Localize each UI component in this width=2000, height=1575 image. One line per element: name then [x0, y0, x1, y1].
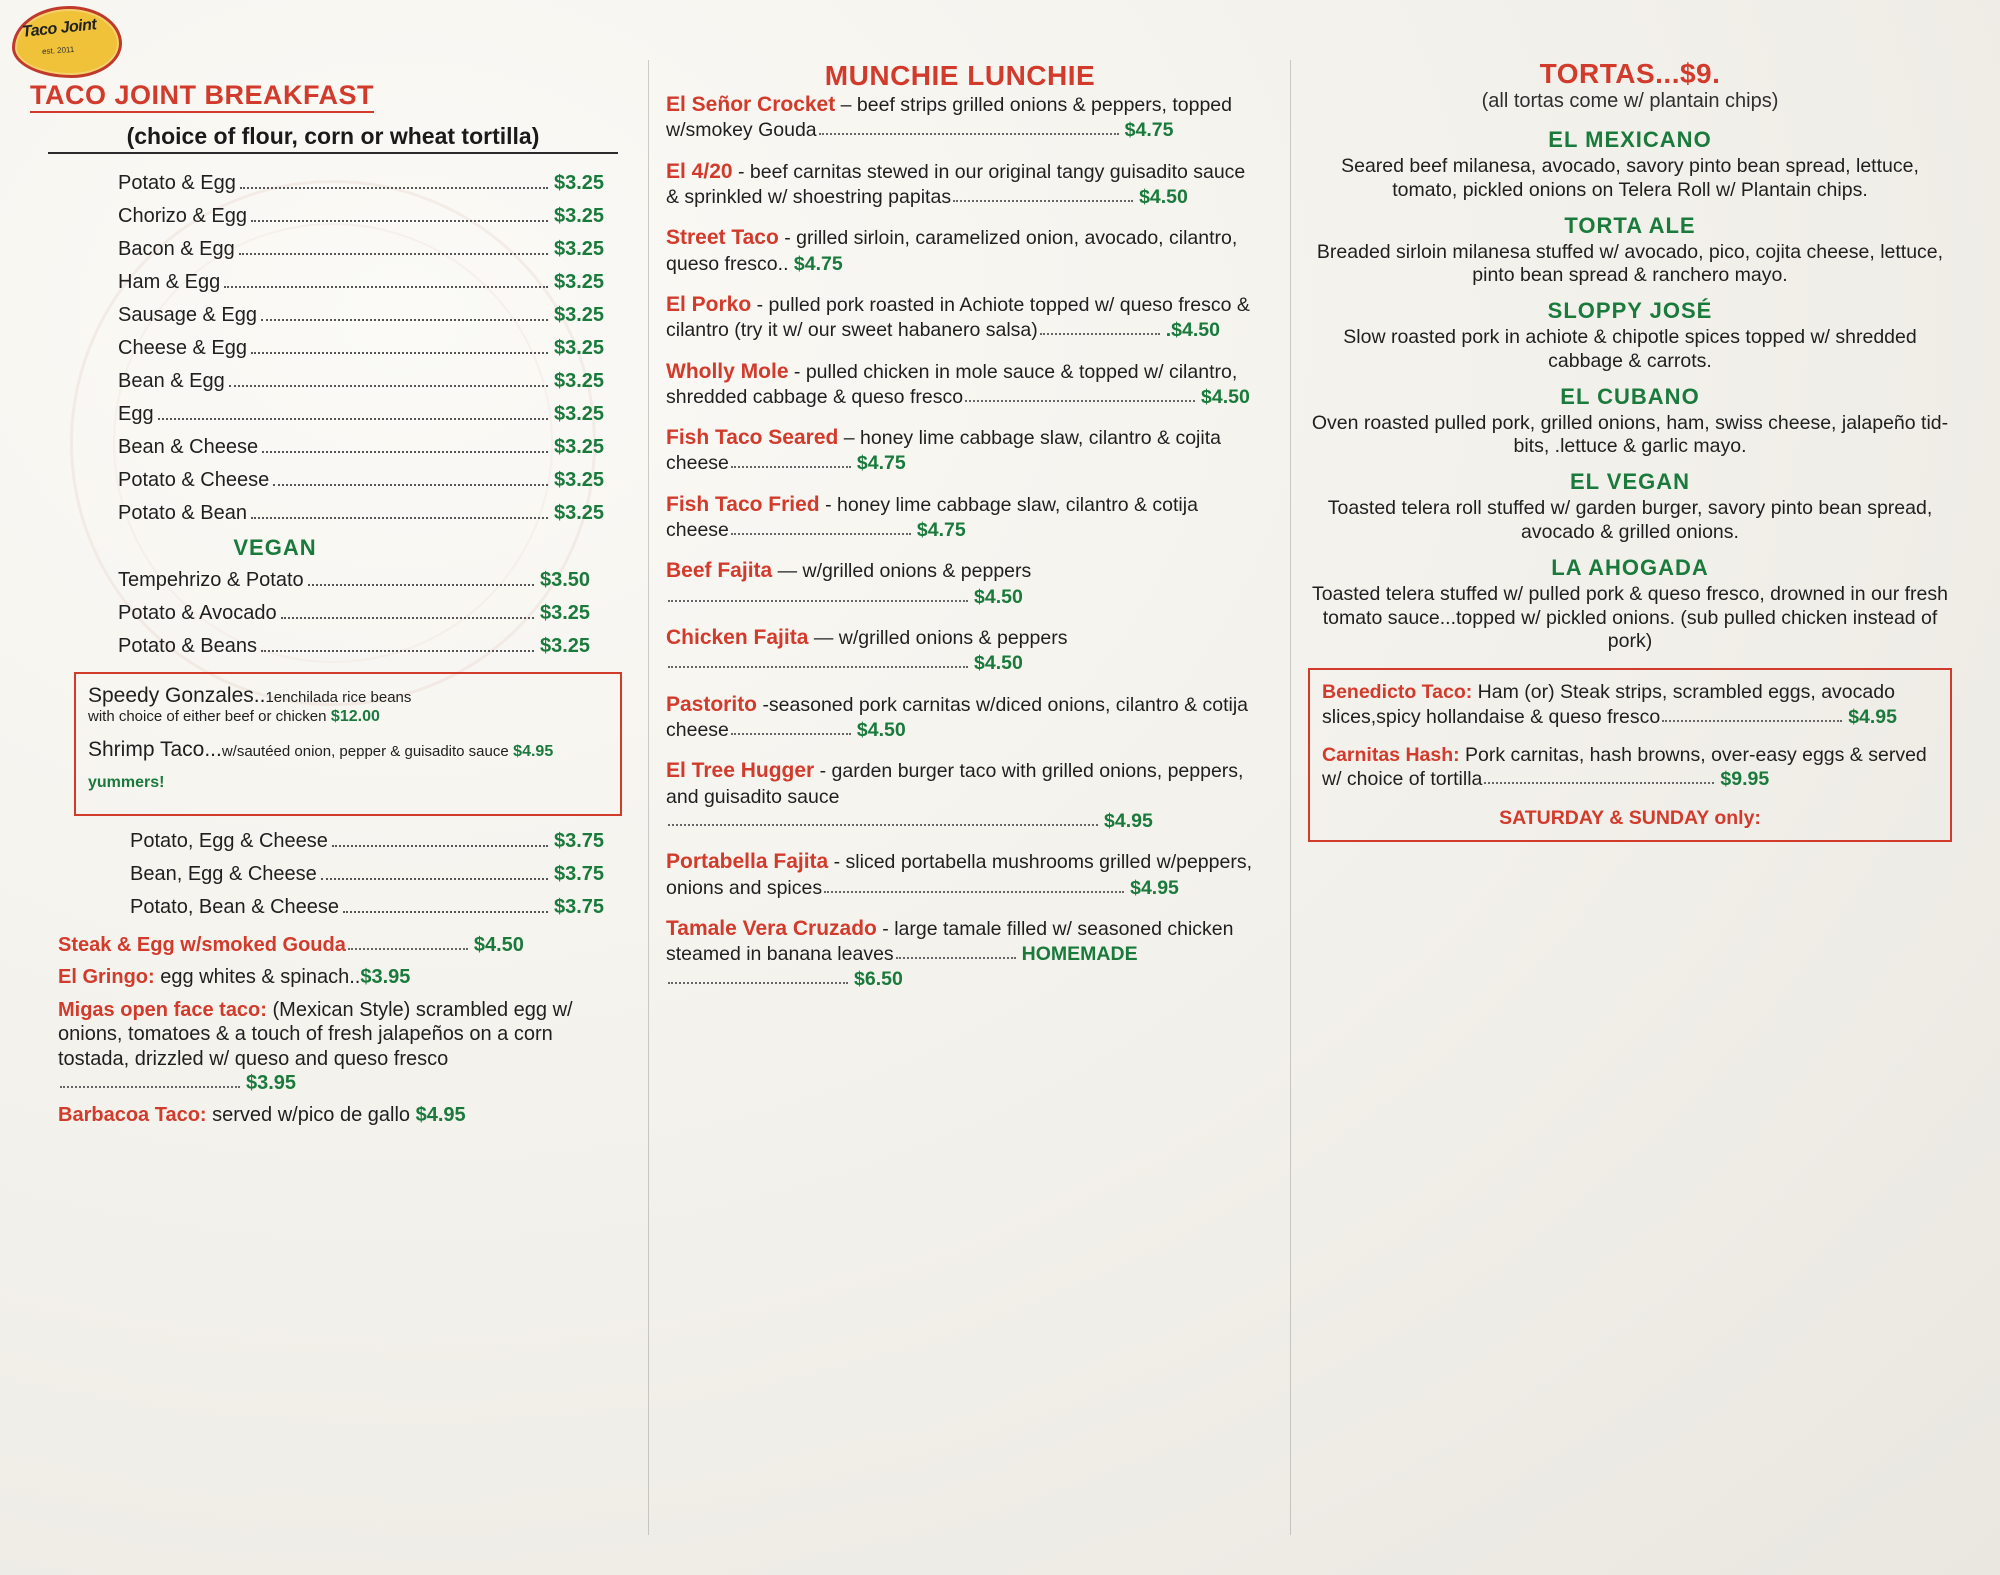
tortas-title: TORTAS...$9. [1539, 58, 1721, 89]
item-name: El Gringo: [58, 966, 155, 989]
dot-leader [1040, 321, 1160, 335]
torta-name: EL CUBANO [1560, 383, 1700, 409]
item-price: $4.50 [1139, 185, 1188, 208]
item-name: Wholly Mole [666, 359, 789, 383]
item-price: $6.50 [854, 967, 903, 990]
menu-item [660, 92, 1260, 143]
menu-item [660, 625, 1260, 676]
item-price: $3.25 [554, 436, 605, 458]
item-price: .$4.50 [1165, 319, 1220, 342]
item-price: $4.50 [473, 934, 524, 956]
item-name: Benedicto Taco: [1322, 681, 1473, 704]
dot-leader [261, 319, 548, 321]
torta-desc: Slow roasted pork in achiote & chipotle spices topped w/ shredded cabbage & carrots. [1343, 326, 1917, 372]
item-desc: egg whites & spinach.. [160, 966, 361, 989]
item-name: Ham & Egg [118, 271, 221, 293]
item-name: Sausage & Egg [118, 304, 257, 326]
item-name: Potato & Bean [118, 502, 247, 524]
item-price: $3.25 [554, 172, 605, 194]
lunch-item-list [660, 92, 1260, 991]
item-price: $3.75 [554, 863, 605, 885]
logo-brand-text: Taco Joint [21, 16, 98, 41]
menu-item [660, 159, 1260, 210]
logo-tagline: est. 2011 [41, 44, 75, 57]
dot-leader [668, 588, 968, 602]
item-name: Bean & Cheese [118, 436, 259, 458]
torta-name: LA AHOGADA [1551, 554, 1709, 580]
carnitas-hash-entry [1322, 743, 1938, 792]
item-name: Chicken Fajita [666, 626, 809, 649]
torta-desc: Oven roasted pulled pork, grilled onions, ham, swiss cheese, jalapeño tid-bits, .lettuce & garlic mayo. [1311, 411, 1949, 458]
speedy-gonzales-entry [88, 684, 608, 726]
item-name: Potato, Egg & Cheese [130, 830, 328, 852]
item-price: $4.75 [856, 452, 906, 475]
dot-leader [158, 418, 548, 420]
item-price: $3.50 [540, 569, 591, 591]
menu-item [660, 849, 1260, 900]
item-name: Cheese & Egg [118, 337, 247, 359]
item-name: Barbacoa Taco: [58, 1104, 207, 1127]
torta-desc: Breaded sirloin milanesa stuffed w/ avocado, pico, cojita cheese, lettuce, pinto bean spread & ranchero mayo. [1316, 240, 1944, 287]
item-name: Beef Fajita [666, 559, 773, 583]
menu-item [660, 692, 1260, 743]
tortas-column [1300, 0, 1960, 1575]
item-name: Bean, Egg & Cheese [130, 863, 317, 885]
torta-name: SLOPPY JOSÉ [1547, 298, 1713, 324]
lunch-column [660, 0, 1260, 1575]
dot-leader [261, 650, 534, 652]
item-price: $4.50 [1201, 385, 1250, 408]
item-price: $4.50 [974, 652, 1023, 675]
breakfast-item-list [30, 172, 640, 525]
torta-item [1300, 555, 1960, 654]
munchie-lunchie-title: MUNCHIE LUNCHIE [824, 60, 1096, 91]
item-desc: served w/pico de gallo [212, 1104, 411, 1127]
torta-desc: Toasted telera stuffed w/ pulled pork & queso fresco, drowned in our fresh tomato sauce...topped w/ pickled onions. (sub pulled chicken instead of pork) [1312, 582, 1948, 653]
menu-item [30, 863, 640, 886]
vegan-section-header: VEGAN [233, 535, 317, 560]
specials-box-left [74, 672, 622, 816]
column-divider-1 [648, 60, 649, 1535]
torta-name: EL VEGAN [1569, 469, 1691, 495]
dot-leader [273, 484, 548, 486]
special-item [58, 998, 622, 1096]
item-price: $4.50 [974, 585, 1023, 608]
menu-item [30, 403, 640, 426]
shrimp-desc: w/sautéed onion, pepper & guisadito sauce [221, 743, 509, 760]
item-name: Pastorito [666, 692, 758, 716]
breakfast-subtitle: (choice of flour, corn or wheat tortilla) [48, 123, 618, 154]
torta-item [1300, 298, 1960, 374]
speedy-price: $12.00 [330, 708, 380, 725]
dot-leader [224, 286, 548, 288]
dot-leader [953, 188, 1133, 202]
item-name: Tamale Vera Cruzado [666, 916, 877, 940]
menu-item [30, 602, 640, 625]
menu-item [660, 758, 1260, 833]
item-name: El Tree Hugger [666, 759, 815, 783]
breakfast-specials-list [30, 933, 640, 1128]
menu-item [30, 469, 640, 492]
torta-desc: Seared beef milanesa, avocado, savory pinto bean spread, lettuce, tomato, pickled onions on Telera Roll w/ Plantain chips. [1341, 155, 1919, 201]
item-name: Potato & Beans [118, 635, 257, 657]
dot-leader [239, 253, 548, 255]
item-price: $3.25 [554, 403, 605, 425]
menu-item [660, 916, 1260, 991]
item-desc: - large tamale filled w/ seasoned chicken steamed in banana leaves [666, 917, 1234, 966]
dot-leader [965, 388, 1195, 402]
special-item [58, 965, 622, 989]
dot-leader [60, 1074, 240, 1088]
item-price: $4.95 [1104, 809, 1153, 832]
menu-item [660, 225, 1260, 276]
menu-item [30, 337, 640, 360]
item-name: Potato & Cheese [118, 469, 270, 491]
item-name: Chorizo & Egg [118, 205, 247, 227]
column-divider-2 [1290, 60, 1291, 1535]
item-name: El Porko [666, 292, 752, 316]
torta-item [1300, 384, 1960, 460]
item-name: Potato & Egg [118, 172, 236, 194]
item-desc: – honey lime cabbage slaw, cilantro & cojita cheese [666, 427, 1221, 475]
item-price: $3.25 [554, 502, 605, 524]
item-price: $4.95 [415, 1104, 466, 1127]
dot-leader [731, 521, 911, 535]
menu-item [30, 896, 640, 919]
item-desc: - beef carnitas stewed in our original tangy guisadito sauce & sprinkled w/ shoestring papitas [666, 160, 1246, 208]
dot-leader [251, 220, 548, 222]
item-desc: - sliced portabella mushrooms grilled w/peppers, onions and spices [666, 851, 1252, 899]
weekend-specials-box [1308, 668, 1952, 842]
item-name: Bean & Egg [118, 370, 225, 392]
speedy-desc2: with choice of either beef or chicken [88, 708, 327, 725]
item-name: Potato & Avocado [118, 602, 277, 624]
menu-item [660, 492, 1260, 543]
breakfast-title: TACO JOINT BREAKFAST [30, 0, 374, 113]
menu-item [30, 370, 640, 393]
dot-leader [1484, 770, 1714, 784]
menu-item [660, 292, 1260, 343]
item-price: $3.25 [554, 337, 605, 359]
torta-item [1300, 469, 1960, 545]
dot-leader [819, 121, 1119, 135]
item-price: $3.25 [554, 370, 605, 392]
dot-leader [1662, 708, 1842, 722]
menu-item [30, 502, 640, 525]
dot-leader [824, 879, 1124, 893]
item-price: $3.25 [540, 602, 591, 624]
dot-leader [731, 454, 851, 468]
dot-leader [251, 517, 548, 519]
dot-leader [240, 187, 548, 189]
dot-leader [262, 451, 548, 453]
item-name: Bacon & Egg [118, 238, 235, 260]
dot-leader [668, 654, 968, 668]
item-badge: HOMEMADE [1021, 943, 1138, 966]
dot-leader [308, 584, 534, 586]
menu-item [660, 425, 1260, 476]
item-name: El 4/20 [666, 159, 733, 183]
combo-item-list [30, 830, 640, 919]
item-desc: - honey lime cabbage slaw, cilantro & cotija cheese [666, 493, 1198, 541]
item-desc: Ham (or) Steak strips, scrambled eggs, avocado slices,spicy hollandaise & queso fresco [1322, 681, 1895, 728]
shrimp-taco-entry [88, 738, 608, 762]
menu-item [30, 271, 640, 294]
item-price: $4.50 [856, 718, 906, 741]
item-name: Portabella Fajita [666, 850, 829, 874]
item-name: Street Taco [666, 226, 779, 250]
menu-item [30, 635, 640, 658]
menu-item [660, 558, 1260, 609]
item-desc: -seasoned pork carnitas w/diced onions, cilantro & cotija cheese [666, 693, 1249, 741]
item-name: Fish Taco Fried [666, 492, 820, 516]
menu-item [30, 569, 640, 592]
dot-leader [668, 970, 848, 984]
item-price: $3.95 [360, 966, 411, 989]
shrimp-name: Shrimp Taco... [88, 738, 222, 761]
tortas-subtitle: (all tortas come w/ plantain chips) [1481, 90, 1779, 112]
item-name: El Señor Crocket [666, 93, 836, 116]
item-price: $3.75 [554, 830, 605, 852]
dot-leader [281, 617, 534, 619]
menu-item [30, 205, 640, 228]
dot-leader [229, 385, 548, 387]
breakfast-column [30, 0, 640, 1575]
item-name: Fish Taco Seared [666, 426, 839, 450]
dot-leader [321, 878, 548, 880]
item-desc: - pulled pork roasted in Achiote topped w/ queso fresco & cilantro (try it w/ our sweet habanero salsa) [666, 293, 1250, 342]
torta-item [1300, 127, 1960, 203]
item-price: $4.95 [1848, 705, 1897, 728]
item-desc: Pork carnitas, hash browns, over-easy eggs & served w/ choice of tortilla [1322, 743, 1927, 791]
item-price: $4.75 [793, 252, 843, 275]
item-name: Carnitas Hash: [1322, 743, 1460, 766]
item-desc: — w/grilled onions & peppers [813, 627, 1068, 649]
dot-leader [343, 911, 548, 913]
special-item [58, 933, 622, 957]
item-price: $3.25 [554, 205, 605, 227]
item-desc: (Mexican Style) scrambled egg w/ onions, tomatoes & a touch of fresh jalapeños on a corn tostada, drizzled w/ queso and queso fresco [58, 998, 573, 1070]
dot-leader [332, 845, 548, 847]
menu-item [30, 304, 640, 327]
item-name: Tempehrizo & Potato [118, 569, 304, 591]
vegan-item-list [30, 569, 640, 658]
item-price: $3.25 [540, 635, 591, 657]
benedicto-taco-entry [1322, 680, 1938, 729]
menu-item [30, 238, 640, 261]
item-price: $3.25 [554, 469, 605, 491]
item-name: Migas open face taco: [58, 998, 267, 1021]
menu-item [30, 172, 640, 195]
special-item [58, 1103, 622, 1127]
torta-list [1300, 127, 1960, 654]
menu-item [30, 436, 640, 459]
shrimp-price: $4.95 [513, 743, 554, 760]
item-price: $3.75 [554, 896, 605, 918]
weekend-only-note: SATURDAY & SUNDAY only: [1499, 806, 1761, 829]
item-price: $3.25 [554, 304, 605, 326]
dot-leader [668, 812, 1098, 826]
speedy-name: Speedy Gonzales.. [88, 684, 266, 707]
speedy-desc-inline: 1enchilada rice beans [265, 689, 412, 706]
item-desc: — w/grilled onions & peppers [777, 560, 1032, 583]
dot-leader [251, 352, 548, 354]
item-desc: - grilled sirloin, caramelized onion, avocado, cilantro, queso fresco.. [666, 227, 1238, 275]
menu-item [660, 359, 1260, 410]
item-desc: - garden burger taco with grilled onions, peppers, and guisadito sauce [666, 760, 1244, 808]
menu-item [30, 830, 640, 853]
yummers-note: yummers! [88, 774, 165, 791]
item-name: Potato, Bean & Cheese [130, 896, 340, 918]
torta-desc: Toasted telera roll stuffed w/ garden burger, savory pinto bean spread, avocado & grilled onions. [1327, 497, 1933, 544]
dot-leader [348, 936, 468, 950]
item-price: $3.25 [554, 238, 605, 260]
item-price: $4.95 [1130, 876, 1179, 899]
dot-leader [896, 945, 1016, 959]
torta-name: EL MEXICANO [1548, 127, 1712, 152]
torta-name: TORTA ALE [1564, 212, 1696, 238]
item-price: $4.75 [1124, 119, 1174, 142]
item-price: $4.75 [916, 519, 966, 541]
item-price: $9.95 [1720, 768, 1770, 791]
item-price: $3.95 [246, 1071, 297, 1094]
torta-item [1300, 213, 1960, 289]
item-desc: - pulled chicken in mole sauce & topped w/ cilantro, shredded cabbage & queso fresco [666, 360, 1238, 408]
dot-leader [731, 721, 851, 735]
item-name: Steak & Egg w/smoked Gouda [58, 934, 346, 956]
item-price: $3.25 [554, 271, 605, 293]
item-desc: – beef strips grilled onions & peppers, topped w/smokey Gouda [666, 94, 1232, 142]
item-name: Egg [118, 403, 154, 425]
